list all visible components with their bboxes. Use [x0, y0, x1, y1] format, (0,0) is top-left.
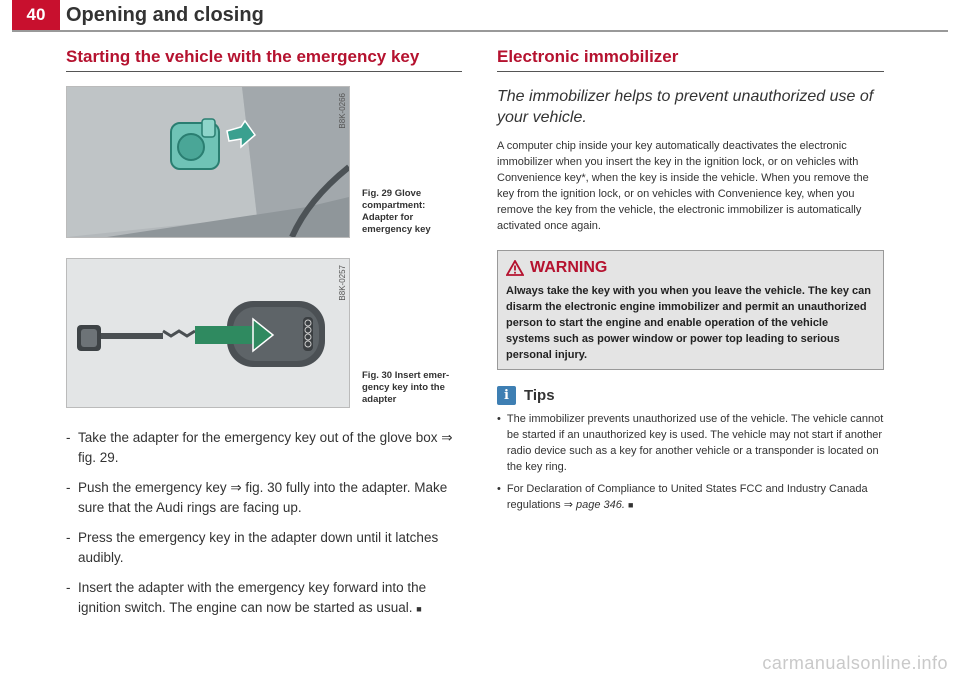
step-text: Press the emergency key in the adapter down until it latches audibly.: [78, 530, 439, 565]
warning-triangle-icon: [506, 260, 524, 276]
body-text: A computer chip inside your key automatically deactivates the electronic immobilizer when you insert the key in the ignition lock, or on vehicles with Convenience key*, when the key is inside the vehicle. When you remove the key from the ignition lock, or on vehicles with Convenience key, when you remove the key from the vehicle, the electronic immobilizer is automatically activated once again.: [497, 140, 869, 232]
end-mark: ■: [628, 500, 634, 510]
figure-30-image: [66, 258, 350, 408]
figure-code: B8K-0266: [338, 93, 347, 129]
step-item: - Push the emergency key ⇒ fig. 30 fully into the adapter. Make sure that the Audi rings are facing up.: [66, 480, 448, 515]
figure-code: B8K-0257: [338, 265, 347, 301]
figure-29-image: [66, 86, 350, 238]
running-title: Opening and closing: [66, 4, 264, 26]
left-column: [66, 46, 462, 629]
figure-29-caption: Fig. 29 Glove compartment: Adapter for emergency key: [362, 188, 431, 235]
tips-item-text: The immobilizer prevents unauthorized use of the vehicle. The vehicle cannot be started if an unauthorized key is used. The vehicle may not start if another radio device such as a key for another vehicle or a transponder is located on the key ring.: [506, 413, 884, 473]
page-number: 40: [12, 0, 60, 30]
warning-box: [497, 250, 884, 370]
key-adapter-illustration: [67, 259, 349, 407]
intro-text: The immobilizer helps to prevent unauthorized use of your vehicle.: [497, 88, 874, 126]
info-icon: i: [497, 386, 516, 405]
tips-item: • The immobilizer prevents unauthorized use of the vehicle. The vehicle cannot be started if an unauthorized key is used. The vehicle may not start if another radio device such as a key for another vehicle or a transponder is located on the key ring.: [497, 413, 884, 473]
tips-item: • For Declaration of Compliance to United States FCC and Industry Canada regulations ⇒ page 346. ■: [497, 483, 868, 511]
step-text: Take the adapter for the emergency key out of the glove box ⇒ fig. 29.: [78, 430, 453, 465]
warning-text: Always take the key with you when you leave the vehicle. The key can disarm the electronic engine immobilizer and permit an unauthorized person to start the engine and enable operation of the vehicle systems such as power window or power top leading to serious personal injury.: [498, 283, 883, 369]
step-text: Push the emergency key ⇒ fig. 30 fully into the adapter. Make sure that the Audi rings are facing up.: [78, 480, 448, 515]
section-title-immobilizer: Electronic immobilizer: [497, 46, 884, 72]
section-title-emergency-key: Starting the vehicle with the emergency key: [66, 46, 462, 72]
watermark: carmanualsonline.info: [762, 653, 948, 673]
right-column: [497, 46, 884, 519]
tips-header: [497, 386, 884, 405]
step-item: - Press the emergency key in the adapter down until it latches audibly.: [66, 530, 439, 565]
step-item: - Insert the adapter with the emergency key forward into the ignition switch. The engine can now be started as usual. ■: [66, 580, 427, 615]
figure-29: [66, 86, 462, 238]
step-item: - Take the adapter for the emergency key out of the glove box ⇒ fig. 29.: [66, 430, 453, 465]
instruction-steps: [66, 428, 462, 619]
warning-title: WARNING: [530, 259, 608, 276]
step-text: Insert the adapter with the emergency key forward into the ignition switch. The engine can now be started as usual.: [78, 580, 427, 615]
figure-30-caption: Fig. 30 Insert emer-gency key into the adapter: [362, 370, 450, 405]
figure-30: [66, 258, 462, 408]
tips-title: Tips: [524, 387, 555, 404]
page-reference-link[interactable]: page 346.: [576, 499, 625, 511]
tips-item-text: For Declaration of Compliance to United States FCC and Industry Canada regulations ⇒: [506, 483, 868, 511]
end-mark: ■: [416, 604, 422, 614]
glove-compartment-illustration: [67, 87, 349, 237]
header-rule: [12, 30, 948, 32]
warning-header: [498, 251, 883, 283]
